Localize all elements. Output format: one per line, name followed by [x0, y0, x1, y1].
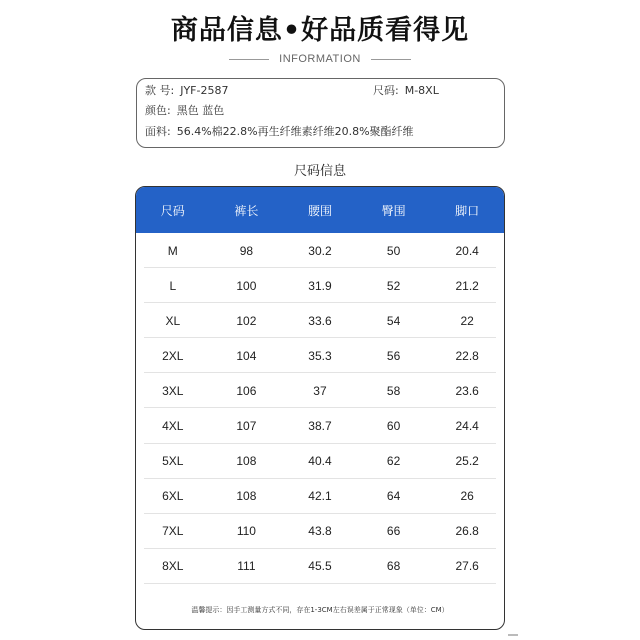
table-row — [136, 549, 504, 584]
column-header: 腰围 — [307, 203, 332, 218]
style-number-value: JYF-2587 — [180, 84, 229, 97]
row-divider — [144, 583, 496, 584]
table-row — [136, 479, 504, 514]
table-cell: 64 — [386, 489, 401, 504]
table-cell: 102 — [236, 313, 257, 328]
table-cell: 40.4 — [308, 454, 332, 469]
color-label: 颜色: — [145, 104, 171, 117]
table-cell: 100 — [236, 278, 257, 293]
table-cell: 3XL — [162, 383, 184, 398]
table-cell: 62 — [386, 454, 401, 469]
table-row — [136, 303, 504, 338]
table-cell: 33.6 — [308, 313, 332, 328]
table-cell: 27.6 — [455, 559, 479, 574]
table-row — [136, 268, 504, 303]
subtitle: INFORMATION — [279, 53, 361, 65]
table-cell: 108 — [236, 454, 257, 469]
column-header: 臀围 — [381, 203, 406, 218]
table-row — [136, 338, 504, 373]
size-range-value: M-8XL — [404, 84, 439, 97]
table-cell: 2XL — [162, 348, 184, 363]
fabric-label: 面料: — [145, 125, 171, 138]
table-cell: 7XL — [162, 524, 184, 539]
table-cell: 56 — [386, 348, 401, 363]
style-number-label: 款 号: — [145, 84, 175, 97]
size-chart-heading: 尺码信息 — [293, 164, 346, 179]
subtitle-row — [0, 52, 640, 66]
table-cell: 66 — [386, 524, 401, 539]
table-row — [136, 373, 504, 408]
table-cell: 6XL — [162, 489, 184, 504]
product-info-box — [136, 78, 505, 148]
table-cell: 68 — [386, 559, 401, 574]
table-header — [136, 187, 504, 233]
table-row — [136, 444, 504, 479]
table-cell: 106 — [236, 383, 257, 398]
fabric-row — [145, 124, 414, 140]
table-cell: XL — [165, 313, 181, 328]
table-cell: 107 — [236, 419, 257, 433]
table-cell: 52 — [386, 278, 401, 293]
measurement-note: 温馨提示：因手工测量方式不同，存在1-3CM左右误差属于正常现象（单位：CM） — [191, 606, 449, 614]
color-row — [145, 103, 224, 119]
table-cell: 8XL — [162, 559, 184, 574]
size-range-label: 尺码: — [373, 84, 399, 97]
style-number-row — [145, 83, 228, 99]
table-cell: 35.3 — [308, 348, 332, 363]
divider-left — [229, 59, 269, 60]
table-cell: 104 — [236, 348, 257, 363]
table-cell: 50 — [386, 243, 401, 258]
table-cell: 24.4 — [455, 419, 479, 433]
table-cell: 31.9 — [308, 278, 332, 293]
table-cell: 45.5 — [308, 559, 332, 574]
table-cell: 26 — [460, 489, 474, 504]
table-cell: 60 — [386, 419, 401, 433]
table-cell: 26.8 — [455, 524, 479, 539]
table-cell: 23.6 — [455, 383, 479, 398]
fabric-value: 56.4%棉22.8%再生纤维素纤维20.8%聚酯纤维 — [176, 125, 414, 138]
table-cell: 43.8 — [308, 524, 332, 539]
table-cell: M — [167, 243, 178, 258]
table-cell: 22 — [460, 313, 474, 328]
table-row — [136, 409, 504, 444]
size-range-row — [373, 83, 439, 99]
table-cell: 30.2 — [308, 243, 332, 258]
table-cell: 54 — [386, 313, 401, 328]
table-row — [136, 233, 504, 268]
table-cell: 21.2 — [455, 278, 479, 293]
table-cell: 37 — [313, 383, 327, 398]
table-cell: 20.4 — [455, 243, 479, 258]
column-header: 裤长 — [234, 203, 259, 218]
table-cell: 22.8 — [455, 348, 479, 363]
table-cell: 110 — [236, 524, 256, 539]
page-title: 商品信息•好品质看得见 — [170, 15, 470, 46]
table-cell: 5XL — [162, 454, 184, 469]
table-cell: 58 — [386, 383, 401, 398]
color-value: 黑色 蓝色 — [176, 104, 225, 117]
table-cell: L — [169, 278, 177, 293]
table-cell: 108 — [236, 489, 257, 504]
table-row — [136, 514, 504, 549]
table-cell: 98 — [239, 243, 254, 258]
column-header: 尺码 — [160, 203, 185, 218]
table-cell: 111 — [237, 559, 256, 574]
table-cell: 42.1 — [308, 489, 332, 504]
divider-right — [371, 59, 411, 60]
corner-mark — [508, 634, 518, 636]
table-cell: 4XL — [162, 419, 184, 433]
table-cell: 38.7 — [308, 419, 332, 433]
table-cell: 25.2 — [455, 454, 479, 469]
size-chart-table — [135, 186, 505, 630]
column-header: 脚口 — [455, 203, 480, 218]
